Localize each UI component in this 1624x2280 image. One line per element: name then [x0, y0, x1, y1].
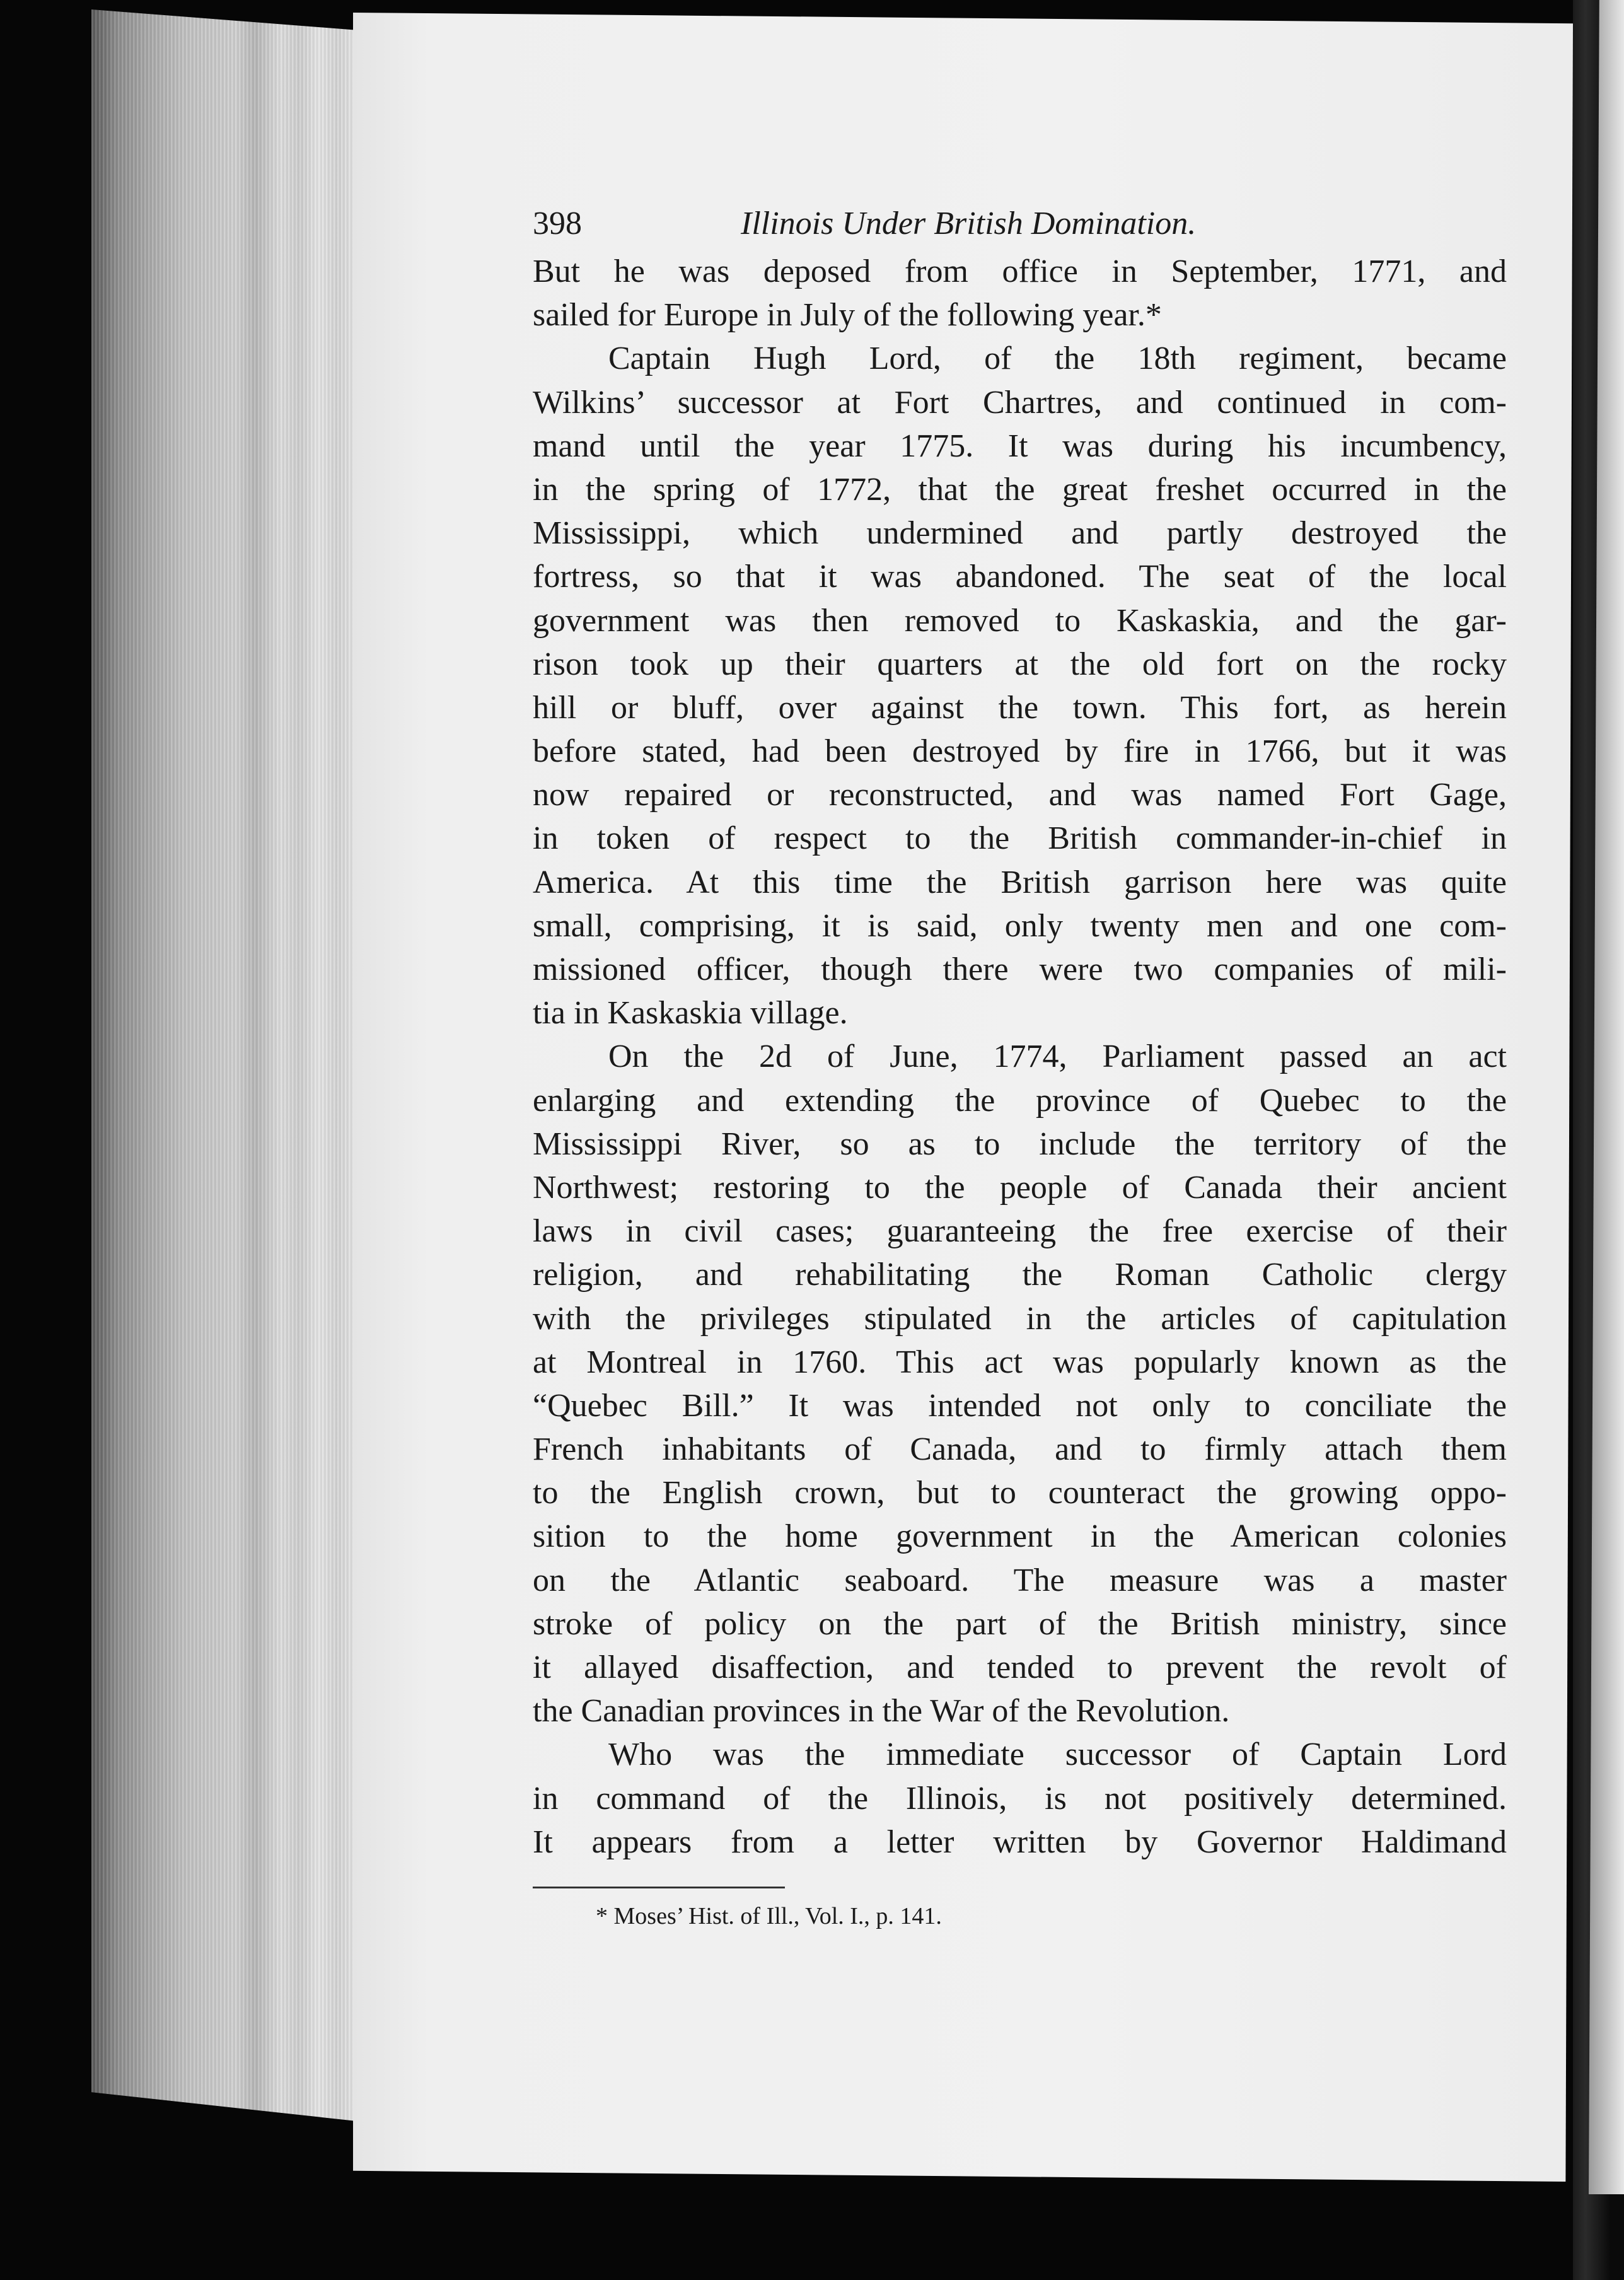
text-line: mand until the year 1775. It was during his incumbency,	[533, 428, 1507, 464]
text-line: Northwest; restoring to the people of Canada their ancient	[533, 1169, 1507, 1206]
footnote-rule	[533, 1887, 785, 1888]
text-block	[533, 202, 1507, 1933]
text-line: laws in civil cases; guaranteeing the free exercise of their	[533, 1213, 1507, 1250]
text-line: America. At this time the British garrison here was quite	[533, 864, 1507, 900]
text-line: sailed for Europe in July of the following year.*	[533, 297, 1162, 334]
text-line: missioned officer, though there were two companies of mili-	[533, 951, 1507, 987]
text-line: rison took up their quarters at the old fort on the rocky	[533, 646, 1507, 682]
text-line: religion, and rehabilitating the Roman Catholic clergy	[533, 1257, 1507, 1293]
text-line: in command of the Illinois, is not positively determined.	[533, 1780, 1507, 1817]
text-line: “Quebec Bill.” It was intended not only to conciliate the	[533, 1387, 1507, 1424]
text-line: Wilkins’ successor at Fort Chartres, and continued in com-	[533, 384, 1507, 421]
text-line: sition to the home government in the American colonies	[533, 1518, 1507, 1555]
book-page-edges	[91, 9, 362, 2122]
text-line: the Canadian provinces in the War of the Revolution.	[533, 1693, 1230, 1730]
text-line: with the privileges stipulated in the articles of capitulation	[533, 1300, 1507, 1337]
text-line: It appears from a letter written by Governor Haldimand	[533, 1823, 1507, 1860]
running-title: Illinois Under British Domination.	[741, 206, 1197, 241]
text-line: before stated, had been destroyed by fire in 1766, but it was	[533, 733, 1507, 770]
page-number: 398	[533, 206, 582, 241]
text-line: small, comprising, it is said, only twenty men and one com-	[533, 907, 1507, 944]
text-line: stroke of policy on the part of the British ministry, since	[533, 1605, 1507, 1642]
footnote: * Moses’ Hist. of Ill., Vol. I., p. 141.	[596, 1902, 942, 1929]
text-line: it allayed disaffection, and tended to prevent the revolt of	[533, 1649, 1507, 1685]
text-line: at Montreal in 1760. This act was popularly known as the	[533, 1344, 1507, 1380]
text-line: Captain Hugh Lord, of the 18th regiment, became	[608, 340, 1507, 377]
text-line: government was then removed to Kaskaskia, and the gar-	[533, 602, 1507, 639]
text-line: Who was the immediate successor of Captain Lord	[608, 1736, 1507, 1773]
text-line: to the English crown, but to counteract the growing oppo-	[533, 1475, 1507, 1511]
text-line: in token of respect to the British commander-in-chief in	[533, 820, 1507, 857]
body-text	[533, 250, 1507, 1864]
text-line: fortress, so that it was abandoned. The seat of the local	[533, 559, 1507, 595]
text-line: But he was deposed from office in September, 1771, and	[533, 253, 1507, 289]
text-line: French inhabitants of Canada, and to firmly attach them	[533, 1431, 1507, 1468]
text-line: enlarging and extending the province of Quebec to the	[533, 1082, 1507, 1119]
text-line: On the 2d of June, 1774, Parliament passed an act	[608, 1038, 1507, 1075]
text-line: Mississippi River, so as to include the territory of the	[533, 1125, 1507, 1162]
text-line: in the spring of 1772, that the great freshet occurred in the	[533, 471, 1507, 508]
text-line: Mississippi, which undermined and partly destroyed the	[533, 515, 1507, 552]
running-head	[533, 202, 1507, 246]
text-line: hill or bluff, over against the town. This fort, as herein	[533, 689, 1507, 726]
text-line: on the Atlantic seaboard. The measure was a master	[533, 1562, 1507, 1598]
text-line: now repaired or reconstructed, and was named Fort Gage,	[533, 777, 1507, 813]
text-line: tia in Kaskaskia village.	[533, 995, 848, 1032]
